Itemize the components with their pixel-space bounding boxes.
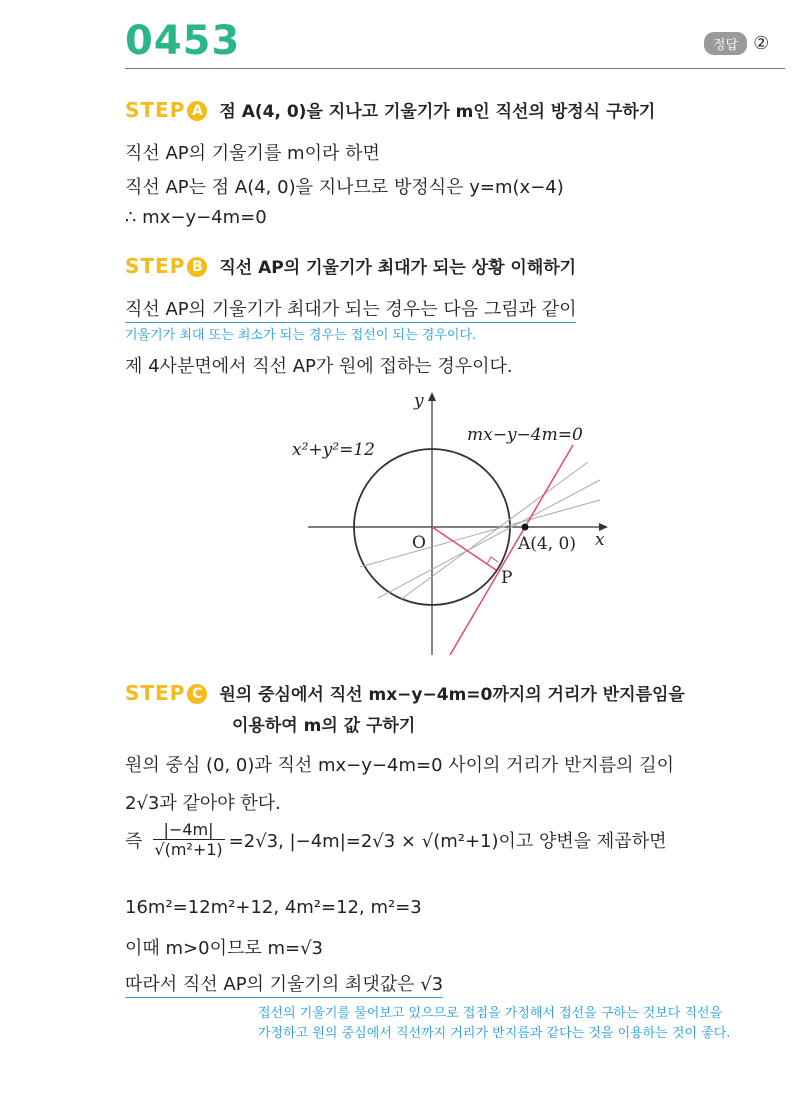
fraction-denominator: √(m²+1) bbox=[154, 840, 223, 860]
line-label: mx−y−4m=0 bbox=[467, 425, 583, 445]
step-b-line-1: 직선 AP의 기울기가 최대가 되는 경우는 다음 그림과 같이 bbox=[125, 295, 576, 321]
answer-value: ② bbox=[753, 33, 770, 54]
step-c-title-2: 이용하여 m의 값 구하기 bbox=[232, 716, 416, 736]
step-c-title-1: 원의 중심에서 직선 mx−y−4m=0까지의 거리가 반지름임을 bbox=[219, 685, 685, 705]
step-a-heading bbox=[125, 97, 655, 122]
step-a-letter: A bbox=[187, 101, 207, 121]
step-c-line-2: 2√3과 같아야 한다. bbox=[125, 793, 281, 814]
step-c-note-1: 접선의 기울기를 물어보고 있으므로 접점을 가정해서 접선을 구하는 것보다 직선을 bbox=[258, 1006, 723, 1021]
origin-label: O bbox=[412, 533, 426, 553]
step-c-heading bbox=[125, 680, 685, 705]
step-b-letter: B bbox=[187, 257, 207, 277]
y-axis-label: y bbox=[414, 391, 424, 411]
step-a-line-3: ∴ mx−y−4m=0 bbox=[125, 207, 267, 228]
circle-label: x²+y²=12 bbox=[292, 440, 375, 460]
point-p-label: P bbox=[501, 568, 513, 588]
step-a-title: 점 A(4, 0)을 지나고 기울기가 m인 직선의 방정식 구하기 bbox=[219, 102, 656, 122]
problem-number: 0453 bbox=[125, 18, 241, 64]
step-b-title: 직선 AP의 기울기가 최대가 되는 상황 이해하기 bbox=[219, 258, 577, 278]
step-c-line-5: 이때 m>0이므로 m=√3 bbox=[125, 938, 323, 959]
step-b-label: STEP bbox=[125, 254, 186, 278]
step-c-line-1: 원의 중심 (0, 0)과 직선 mx−y−4m=0 사이의 거리가 반지름의 길이 bbox=[125, 755, 675, 776]
step-c-line-3-rest: =2√3, |−4m|=2√3 × √(m²+1)이고 양변을 제곱하면 bbox=[228, 830, 667, 852]
step-c-line-3-prefix: 즉 bbox=[125, 830, 143, 852]
point-a-dot bbox=[522, 524, 529, 531]
step-c-line-3 bbox=[125, 820, 666, 859]
answer-indicator bbox=[704, 32, 769, 55]
answer-badge: 정답 bbox=[704, 32, 747, 55]
step-b-note: 기울기가 최대 또는 최소가 되는 경우는 접선이 되는 경우이다. bbox=[125, 328, 477, 343]
step-b-heading bbox=[125, 253, 576, 278]
right-angle-mark bbox=[487, 557, 498, 564]
fraction-numerator: |−4m| bbox=[163, 820, 214, 839]
step-a-line-2: 직선 AP는 점 A(4, 0)을 지나므로 방정식은 y=m(x−4) bbox=[125, 177, 564, 198]
step-c-note-2: 가정하고 원의 중심에서 직선까지 거리가 반지름과 같다는 것을 이용하는 것이 좋다. bbox=[258, 1026, 731, 1041]
step-b-line-2: 제 4사분면에서 직선 AP가 원에 접하는 경우이다. bbox=[125, 356, 513, 377]
tangent-figure bbox=[280, 385, 620, 660]
step-c-line-4: 16m²=12m²+12, 4m²=12, m²=3 bbox=[125, 897, 422, 918]
point-a-label: A(4, 0) bbox=[518, 534, 576, 554]
header-divider bbox=[125, 68, 785, 69]
step-c-line-6: 따라서 직선 AP의 기울기의 최댓값은 √3 bbox=[125, 970, 443, 996]
x-axis-label: x bbox=[595, 530, 605, 550]
step-c-label: STEP bbox=[125, 681, 186, 705]
radius-op bbox=[432, 527, 496, 570]
step-a-label: STEP bbox=[125, 98, 186, 122]
y-axis-arrow bbox=[428, 392, 436, 401]
step-a-line-1: 직선 AP의 기울기를 m이라 하면 bbox=[125, 143, 380, 164]
step-c-letter: C bbox=[187, 684, 207, 704]
fraction bbox=[150, 820, 226, 859]
